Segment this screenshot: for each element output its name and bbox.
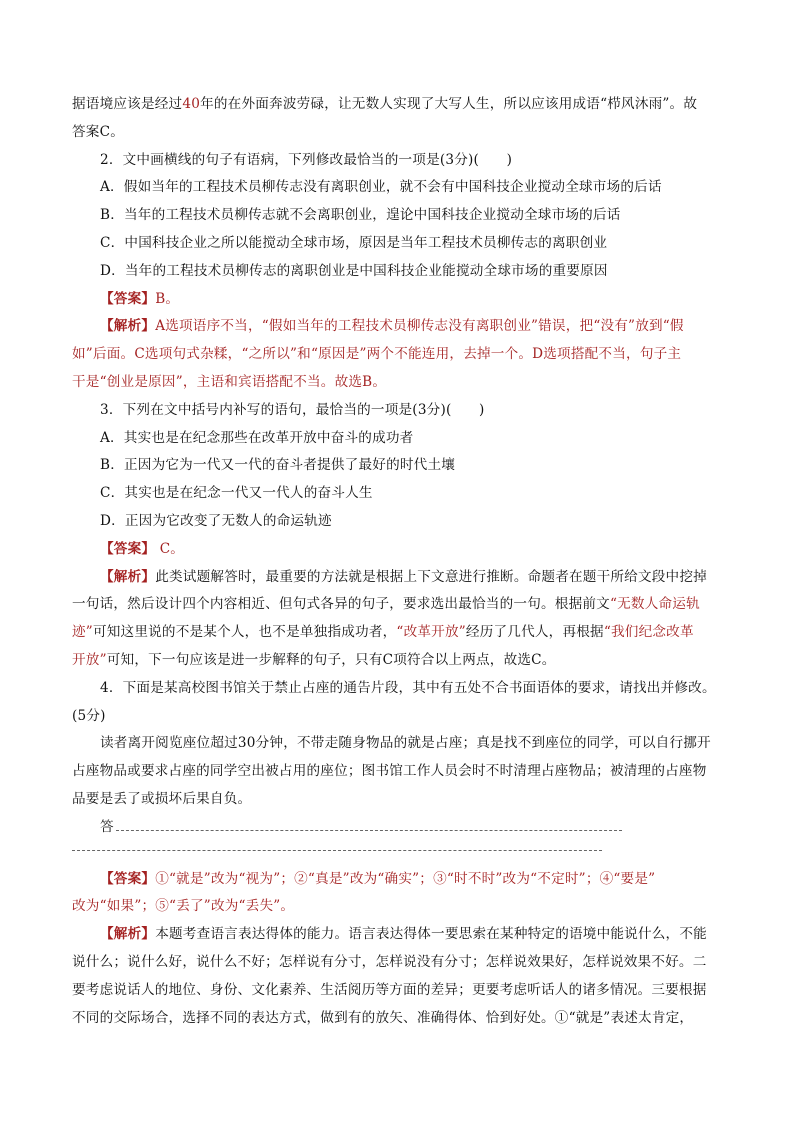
q2-option-d: D．当年的工程技术员柳传志的离职创业是中国科技企业能搅动全球市场的重要原因 [100, 262, 608, 279]
q4-passage-l3: 品要是丢了或损坏后果自负。 [72, 790, 252, 807]
answer-value: B。 [155, 290, 180, 307]
q2-option-c: C．中国科技企业之所以能搅动全球市场，原因是当年工程技术员柳传志的离职创业 [100, 234, 608, 251]
intro-text: 据语境应该是经过 [72, 96, 183, 112]
answer-value: ①“就是”改为“视为”；②“真是”改为“确实”；③“时不时”改为“不定时”；④“要是” [155, 870, 656, 887]
q4-answer-l2: 改为“如果”；⑤“丢了”改为“丢失”。 [72, 898, 295, 915]
q4-stem-l2: (5分) [72, 707, 106, 724]
analysis-quote: “无数人命运轨 [609, 596, 700, 613]
answer-line[interactable] [72, 814, 724, 842]
analysis-text: 本题考查语言表达得体的能力。语言表达得体一要思索在某种特定的语境中能说什么，不能 [155, 926, 707, 943]
analysis-label: 【解析】 [100, 568, 156, 585]
q3-analysis-l2 [72, 591, 724, 619]
answer-prefix: 答 [100, 818, 114, 835]
intro-line-1 [72, 91, 724, 119]
q4-passage-l1: 读者离开阅览座位超过30分钟，不带走随身物品的就是占座；真是找不到座位的同学，可以自行挪开 [100, 735, 711, 752]
q4-analysis-l4: 不同的交际场合，选择不同的表达方式，做到有的放矢、准确得体、恰到好处。①“就是”表述太肯定， [72, 1009, 694, 1026]
answer-value: C。 [155, 540, 185, 557]
intro-number: 40 [182, 96, 201, 112]
q2-answer [72, 286, 724, 314]
q2-option-b: B．当年的工程技术员柳传志就不会离职创业，遑论中国科技企业搅动全球市场的后话 [100, 207, 621, 224]
q2-analysis-l3: 干是“创业是原因”，主语和宾语搭配不当。故选B。 [72, 373, 387, 390]
q3-answer [72, 536, 724, 564]
analysis-text: 此类试题解答时，最重要的方法就是根据上下文意进行推断。命题者在题干所给文段中挖掉 [155, 568, 707, 585]
q4-stem-l1: 4．下面是某高校图书馆关于禁止占座的通告片段，其中有五处不合书面语体的要求，请找出并修改。 [100, 679, 716, 696]
q3-option-d: D．正因为它改变了无数人的命运轨迹 [100, 512, 332, 529]
q3-option-c: C．其实也是在纪念一代又一代人的奋斗人生 [100, 485, 373, 502]
q2-analysis-l2: 如”后面。C选项句式杂糅，“之所以”和“原因是”两个不能连用，去掉一个。D选项搭配不当，句子主 [72, 346, 682, 363]
document-page [72, 91, 724, 1032]
q2-option-a: A．假如当年的工程技术员柳传志没有离职创业，就不会有中国科技企业搅动全球市场的后话 [100, 179, 662, 196]
answer-label: 【答案】 [100, 870, 156, 887]
analysis-label: 【解析】 [100, 318, 156, 335]
analysis-label: 【解析】 [100, 926, 156, 943]
intro-line-2: 答案C。 [72, 123, 124, 140]
answer-dash-line [116, 830, 622, 831]
q3-analysis-l4 [72, 647, 724, 675]
analysis-text: A选项语序不当，“假如当年的工程技术员柳传志没有离职创业”错误，把“没有”放到“假 [155, 318, 684, 335]
analysis-text: 可知这里说的不是某个人，也不是单独指成功者， [92, 624, 397, 641]
q4-answer-l1 [72, 866, 724, 894]
q4-analysis-l2: 说什么；说什么好，说什么不好；怎样说有分寸，怎样说没有分寸；怎样说效果好，怎样说效果不好。二 [72, 953, 707, 970]
analysis-text: 可知，下一句应该是进一步解释的句子，只有C项符合以上两点，故选C。 [106, 651, 556, 668]
q2-stem: 2．文中画横线的句子有语病，下列修改最恰当的一项是(3分)( ) [100, 151, 513, 168]
q3-analysis-l3 [72, 619, 724, 647]
q4-analysis-l1 [72, 921, 724, 949]
intro-text: 年的在外面奔波劳碌，让无数人实现了大写人生，所以应该用成语“栉风沐雨”。故 [200, 96, 698, 112]
answer-line-2[interactable] [72, 842, 724, 866]
q3-option-a: A．其实也是在纪念那些在改革开放中奋斗的成功者 [100, 429, 414, 446]
q3-stem: 3．下列在文中括号内补写的语句，最恰当的一项是(3分)( ) [100, 401, 485, 418]
q3-analysis-l1 [72, 564, 724, 592]
analysis-text: 一句话，然后设计四个内容相近、但句式各异的句子，要求选出最恰当的一句。根据前文 [72, 596, 610, 613]
answer-label: 【答案】 [100, 290, 156, 307]
analysis-quote: “我们纪念改革 [603, 624, 694, 641]
analysis-quote: 迹” [72, 624, 93, 641]
q3-option-b: B．正因为它为一代又一代的奋斗者提供了最好的时代土壤 [100, 457, 456, 474]
answer-label: 【答案】 [100, 540, 156, 557]
analysis-quote: “改革开放” [396, 624, 466, 641]
q2-analysis-l1 [72, 313, 724, 341]
analysis-text: 经历了几代人，再根据 [465, 624, 604, 641]
q4-passage-l2: 占座物品或要求占座的同学空出被占用的座位；图书馆工作人员会时不时清理占座物品；被清理的占座物 [72, 763, 707, 780]
answer-dash-line [72, 850, 602, 851]
q4-analysis-l3: 要考虑说话人的地位、身份、文化素养、生活阅历等方面的差异；更要考虑听话人的诸多情况。三要根据 [72, 981, 707, 998]
analysis-quote: 开放” [72, 651, 107, 668]
